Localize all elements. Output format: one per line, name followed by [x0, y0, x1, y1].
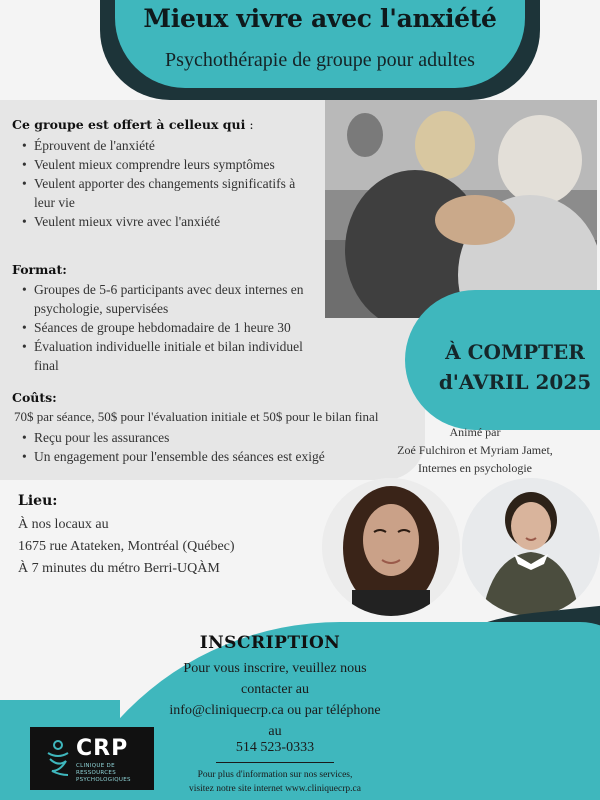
list-item: • Un engagement pour l'ensemble des séances est exigé — [22, 447, 325, 466]
location-line: À 7 minutes du métro Berri-UQÀM — [18, 561, 220, 576]
start-date-line1: À COMPTER — [445, 340, 585, 364]
location-text — [18, 514, 235, 580]
costs-list — [22, 428, 325, 466]
website-note — [168, 768, 382, 796]
crp-logo — [30, 727, 154, 790]
start-date-line2: d'AVRIL 2025 — [438, 370, 592, 394]
list-item: • Veulent mieux vivre avec l'anxiété — [22, 212, 295, 231]
logo-subtitle — [76, 763, 150, 784]
facilitators-line: Animé par — [449, 425, 501, 439]
inscription-text — [150, 658, 400, 742]
divider — [216, 762, 334, 763]
location-line: 1675 rue Atateken, Montréal (Québec) — [18, 539, 235, 554]
costs-label: Coûts: — [12, 390, 57, 405]
list-item: • Veulent mieux comprendre leurs symptômes — [22, 155, 295, 174]
group-hug-photo — [325, 100, 597, 318]
list-item: • Groupes de 5-6 participants avec deux internes en — [22, 280, 304, 299]
audience-list — [22, 136, 295, 231]
location-line: À nos locaux au — [18, 517, 109, 532]
format-label: Format: — [12, 262, 67, 277]
page-subtitle: Psychothérapie de groupe pour adultes — [165, 49, 475, 71]
location-label: Lieu: — [18, 493, 58, 509]
crp-figure-icon — [44, 739, 72, 779]
audience-label: Ce groupe est offert à celleux qui : — [12, 117, 254, 132]
logo-subtitle-line: PSYCHOLOGIQUES — [76, 777, 131, 783]
page-title: Mieux vivre avec l'anxiété — [143, 4, 497, 33]
portrait-zoe — [322, 478, 460, 616]
website-link[interactable]: visitez notre site internet www.cliniquecrp.ca — [189, 784, 361, 794]
facilitators — [380, 423, 570, 477]
start-date — [425, 337, 600, 397]
list-item: • Séances de groupe hebdomadaire de 1 heure 30 — [22, 318, 304, 337]
list-item-continuation: final — [34, 358, 59, 373]
costs-line: 70$ par séance, 50$ pour l'évaluation initiale et 50$ pour le bilan final — [14, 409, 379, 424]
portrait-myriam — [462, 478, 600, 616]
list-item: • Évaluation individuelle initiale et bilan individuel — [22, 337, 304, 356]
facilitators-line: Internes en psychologie — [418, 461, 532, 475]
inscription-line: au — [268, 724, 282, 739]
inscription-line: Pour vous inscrire, veuillez nous — [183, 661, 367, 676]
list-item-continuation: psychologie, supervisées — [34, 301, 169, 316]
logo-subtitle-line: RESSOURCES — [76, 770, 116, 776]
facilitators-line: Zoé Fulchiron et Myriam Jamet, — [397, 443, 553, 457]
list-item: • Reçu pour les assurances — [22, 428, 325, 447]
list-item: • Éprouvent de l'anxiété — [22, 136, 295, 155]
inscription-title: INSCRIPTION — [199, 633, 341, 653]
contact-phone[interactable]: 514 523-0333 — [235, 740, 315, 755]
logo-subtitle-line: CLINIQUE DE — [76, 763, 115, 769]
list-item: • Veulent apporter des changements significatifs à — [22, 174, 295, 193]
website-note-line: Pour plus d'information sur nos services, — [197, 770, 353, 780]
contact-email[interactable]: info@cliniquecrp.ca ou par téléphone — [169, 703, 381, 718]
logo-name: CRP — [76, 736, 129, 761]
inscription-line: contacter au — [240, 682, 309, 697]
list-item-continuation: leur vie — [34, 195, 75, 210]
format-list — [22, 280, 304, 375]
